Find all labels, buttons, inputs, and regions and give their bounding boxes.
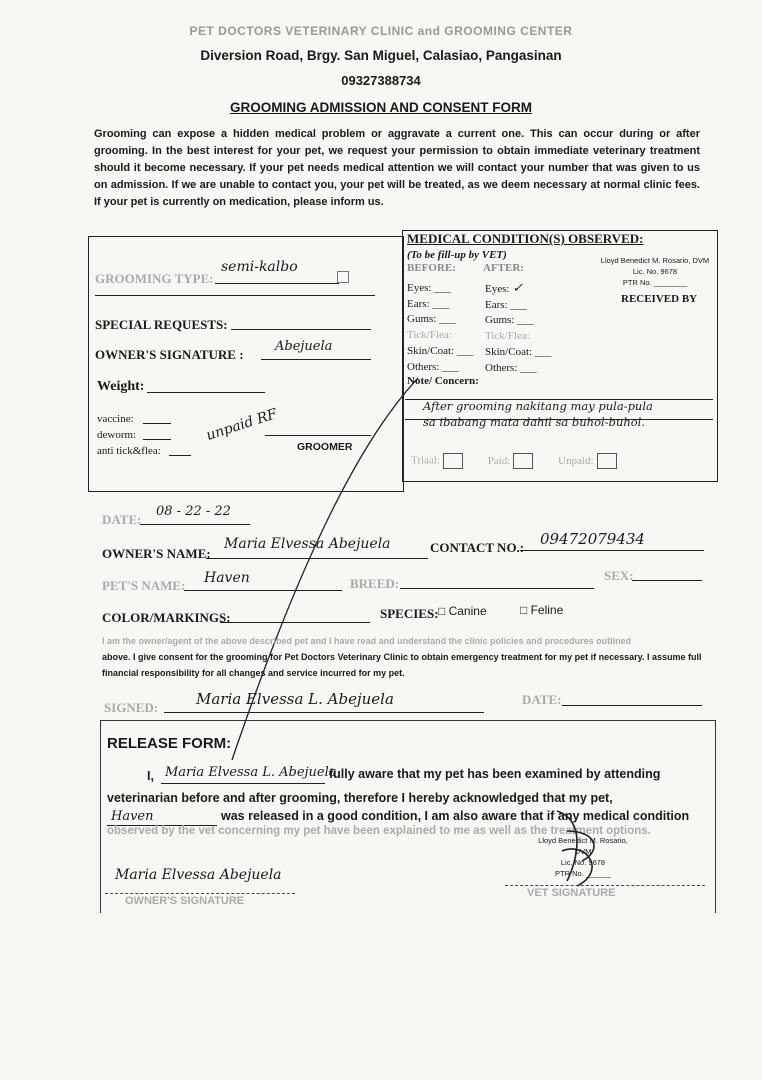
- sex-line: [632, 580, 702, 581]
- owner-signature-label: OWNER'S SIGNATURE :: [95, 347, 244, 362]
- after-others: Others: ___: [485, 361, 537, 374]
- before-gums: Gums: ___: [407, 313, 456, 326]
- signed-label: SIGNED:: [104, 700, 159, 715]
- note-text-1: After grooming nakitang may pula-pula: [423, 399, 653, 413]
- owner-name-value: Maria Elvessa Abejuela: [224, 536, 391, 552]
- signed-value: Maria Elvessa L. Abejuela: [196, 690, 394, 708]
- release-name-value: Maria Elvessa L. Abejuela: [165, 765, 337, 780]
- consent-line-2: above. I give consent for the grooming for Pet Doctors Veterinary Clinic to obtain emergency treatment for my pet if necessary. I assume full: [102, 652, 702, 662]
- after-ears: Ears: ___: [485, 298, 527, 311]
- release-panel: [100, 720, 716, 913]
- release-name-line: [161, 783, 325, 784]
- clinic-phone: 09327388734: [341, 73, 421, 88]
- consent-date-line: [562, 705, 702, 706]
- color-label: COLOR/MARKINGS:: [102, 610, 231, 625]
- color-line: [220, 622, 370, 623]
- pet-name-label: PET'S NAME:: [102, 578, 186, 593]
- release-text-2: veterinarian before and after grooming, therefore I hereby acknowledged that my pet,: [107, 791, 613, 805]
- vet-stamp-top: Lloyd Benedict M. Rosario, DVM Lic. No. 9678 PTR No. ________: [600, 256, 710, 287]
- weight-label: Weight:: [97, 379, 145, 394]
- sex-label: SEX:: [604, 568, 634, 583]
- consent-date-label: DATE:: [522, 692, 562, 707]
- species-feline[interactable]: □ Feline: [520, 603, 564, 617]
- owner-sig-line: [105, 893, 295, 894]
- special-requests-label: SPECIAL REQUESTS:: [95, 317, 228, 332]
- consent-line-1: I am the owner/agent of the above described pet and I have read and understand the clinic policies and procedures outlined: [102, 636, 632, 646]
- before-skin: Skin/Coat: ___: [407, 344, 474, 357]
- vet-sig-label: VET SIGNATURE: [527, 887, 616, 899]
- received-by-label: RECEIVED BY: [621, 293, 698, 305]
- tick-flea-label: anti tick&flea:: [97, 445, 161, 457]
- consent-line-3: financial responsibility for all changes and service incurred for my pet.: [102, 668, 405, 678]
- owner-name-label: OWNER'S NAME:: [102, 546, 211, 561]
- after-skin: Skin/Coat: ___: [485, 345, 552, 358]
- date-line: [140, 524, 250, 525]
- after-eyes: Eyes: ✓: [485, 281, 524, 296]
- after-tick: Tick/Flea:: [485, 330, 530, 343]
- medical-title: MEDICAL CONDITION(S) OBSERVED:: [407, 231, 644, 246]
- before-label: BEFORE:: [407, 262, 456, 274]
- date-value: 08 - 22 - 22: [156, 504, 231, 519]
- owner-sig-value: Maria Elvessa Abejuela: [115, 867, 282, 883]
- owner-signature-value: Abejuela: [275, 339, 333, 354]
- before-others: Others: ___: [407, 360, 459, 373]
- unpaid-label: Unpaid:: [558, 454, 594, 467]
- deworm-label: deworm:: [97, 429, 137, 441]
- clinic-address: Diversion Road, Brgy. San Miguel, Calasiao, Pangasinan: [200, 48, 562, 63]
- release-text-4: observed by the vet concerning my pet have been explained to me as well as the treatment options.: [107, 825, 651, 837]
- note-text-2: sa ibabang mata dahil sa buhol-buhol.: [423, 415, 645, 429]
- intro-paragraph: Grooming can expose a hidden medical problem or aggravate a current one. This can occur during or after grooming. In the best interest for your pet, we request your permission to obtain immediate veterinary treatment should it become necessary. If your pet needs medical attention we will contact your number that was given to us on admission. If we are unable to contact you, your pet will be treated, as we deem necessary at normal clinic fees. If your pet is currently on medication, please inform us.: [94, 128, 700, 208]
- release-text-1: fully aware that my pet has been examined by attending: [329, 767, 661, 781]
- date-label: DATE:: [102, 512, 142, 527]
- clinic-name: PET DOCTORS VETERINARY CLINIC and GROOMING CENTER: [189, 24, 573, 38]
- owner-name-line: [206, 558, 428, 559]
- species-canine[interactable]: □ Canine: [438, 604, 487, 618]
- medical-subtitle: (To be fill-up by VET): [407, 249, 507, 261]
- owner-sig-label: OWNER'S SIGNATURE: [125, 895, 245, 907]
- before-tick: Tick/Flea:: [407, 329, 452, 342]
- breed-label: BREED:: [350, 576, 400, 591]
- vet-signature-scribble: [547, 801, 617, 891]
- before-ears: Ears: ___: [407, 297, 449, 310]
- grooming-type-value: semi-kalbo: [221, 259, 298, 275]
- before-eyes: Eyes: ___: [407, 282, 451, 294]
- pet-name-line: [184, 590, 342, 591]
- grooming-type-label: GROOMING TYPE:: [95, 271, 214, 286]
- pet-name-value: Haven: [204, 570, 250, 586]
- release-prefix: I,: [147, 769, 154, 783]
- paid-label: Paid:: [487, 454, 511, 467]
- breed-line: [400, 588, 594, 589]
- vet-stamp-bottom: Lloyd Benedict M. Rosario, DVM Lic. No. 9678 PTR No. ______: [531, 835, 635, 879]
- contact-line: [520, 550, 704, 551]
- ptr-line: PTR No. ________: [622, 278, 688, 287]
- release-text-3: was released in a good condition, I am also aware that if any medical condition: [221, 809, 690, 823]
- unpaid-note: unpaid RF: [204, 406, 280, 444]
- species-label: SPECIES:: [380, 606, 439, 621]
- signed-line: [164, 712, 484, 713]
- form-title: GROOMING ADMISSION AND CONSENT FORM: [230, 100, 532, 115]
- vaccine-label: vaccine:: [97, 413, 134, 425]
- after-label: AFTER:: [483, 262, 524, 274]
- release-pet-value: Haven: [111, 809, 154, 824]
- release-title: RELEASE FORM:: [107, 735, 232, 752]
- after-gums: Gums: ___: [485, 314, 534, 327]
- release-ptr-line: PTR No. ______: [555, 869, 611, 878]
- vet-sig-line: [505, 885, 705, 886]
- note-label: Note/ Concern:: [407, 375, 479, 387]
- triage-label: Triaal:: [411, 454, 440, 467]
- contact-value: 09472079434: [540, 530, 645, 548]
- contact-label: CONTACT NO.:: [430, 540, 525, 555]
- groomer-label: GROOMER: [297, 441, 353, 453]
